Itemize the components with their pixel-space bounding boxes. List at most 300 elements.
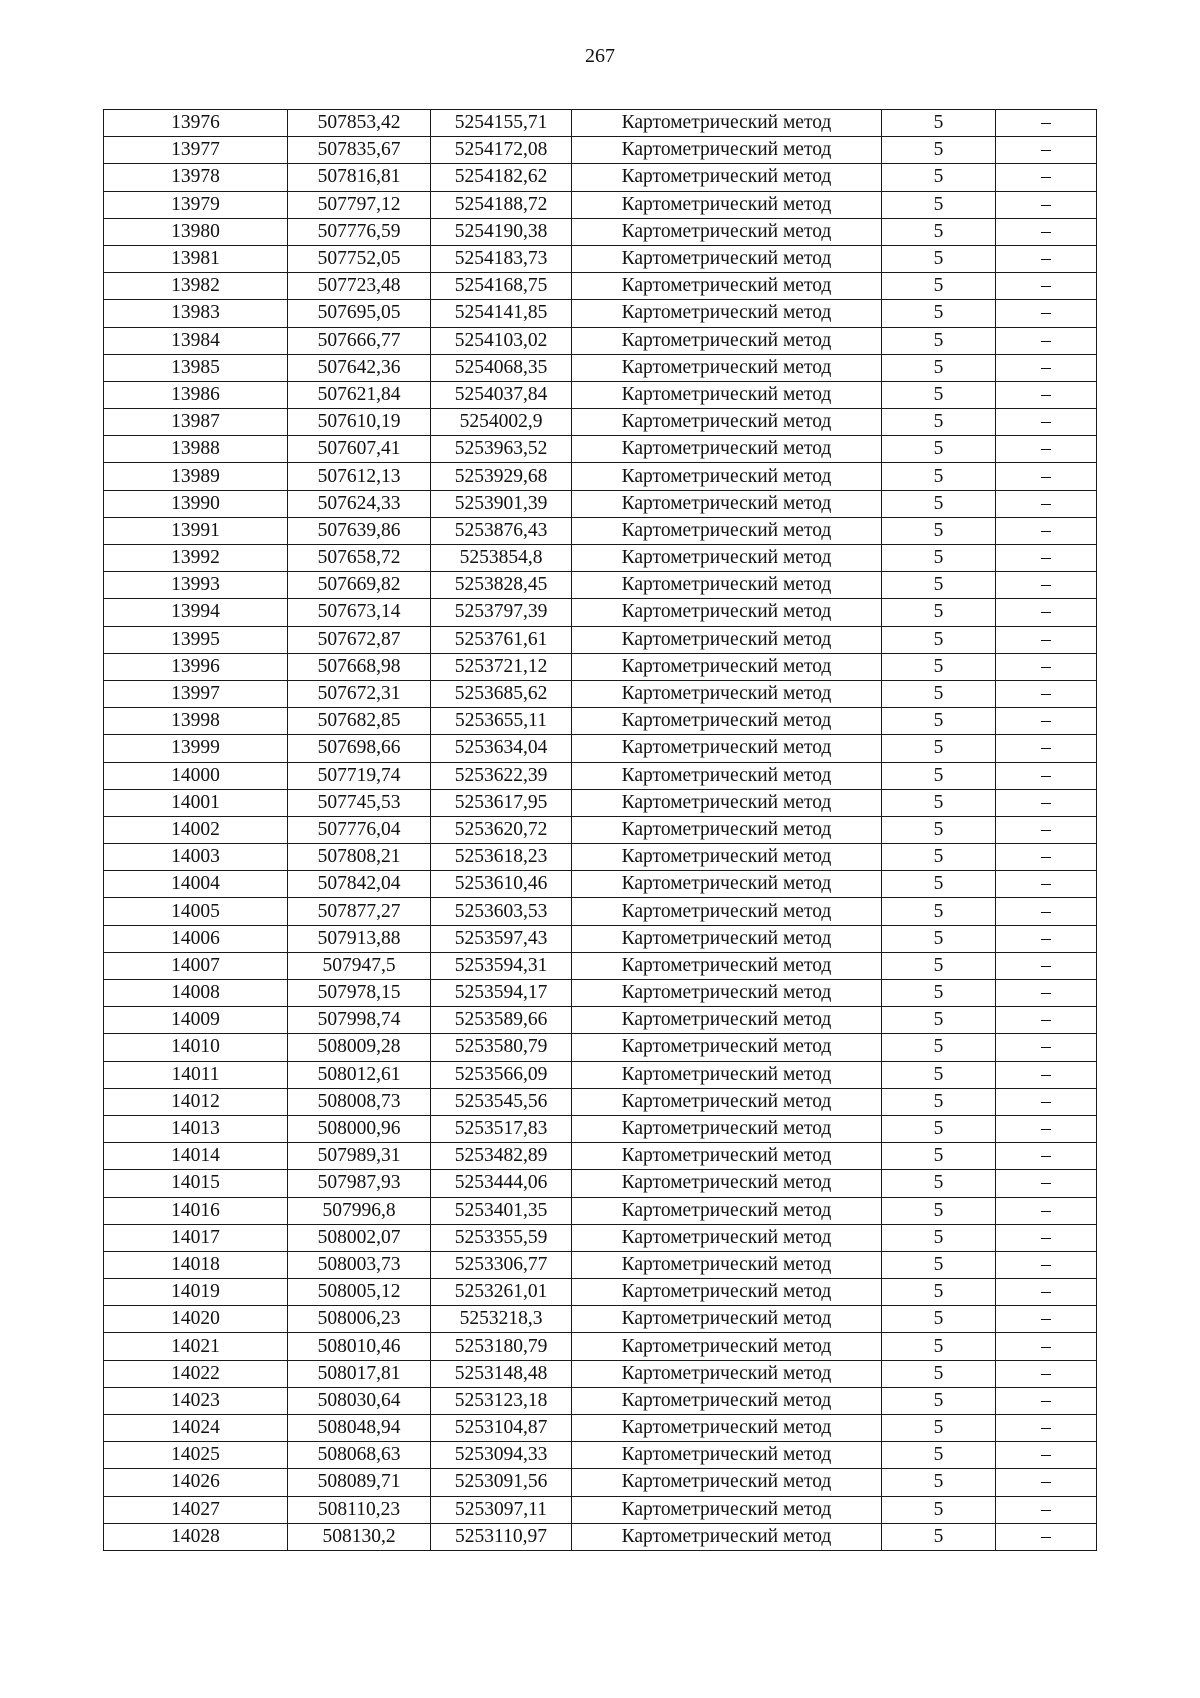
description-cell: – bbox=[996, 354, 1097, 381]
table-row bbox=[104, 1279, 1097, 1306]
method-cell: Картометрический метод bbox=[572, 1170, 882, 1197]
x-coordinate-cell: 507816,81 bbox=[288, 164, 431, 191]
accuracy-cell: 5 bbox=[882, 110, 996, 137]
point-number-cell: 14000 bbox=[104, 762, 288, 789]
accuracy-cell: 5 bbox=[882, 1088, 996, 1115]
accuracy-cell: 5 bbox=[882, 626, 996, 653]
accuracy-cell: 5 bbox=[882, 218, 996, 245]
accuracy-cell: 5 bbox=[882, 1007, 996, 1034]
accuracy-cell: 5 bbox=[882, 191, 996, 218]
table-row bbox=[104, 1143, 1097, 1170]
method-cell: Картометрический метод bbox=[572, 1061, 882, 1088]
description-cell: – bbox=[996, 708, 1097, 735]
y-coordinate-cell: 5253566,09 bbox=[431, 1061, 572, 1088]
y-coordinate-cell: 5254190,38 bbox=[431, 218, 572, 245]
description-cell: – bbox=[996, 218, 1097, 245]
accuracy-cell: 5 bbox=[882, 1360, 996, 1387]
point-number-cell: 14027 bbox=[104, 1496, 288, 1523]
description-cell: – bbox=[996, 1143, 1097, 1170]
description-cell: – bbox=[996, 952, 1097, 979]
y-coordinate-cell: 5253110,97 bbox=[431, 1523, 572, 1550]
point-number-cell: 13994 bbox=[104, 599, 288, 626]
table-row bbox=[104, 137, 1097, 164]
description-cell: – bbox=[996, 1170, 1097, 1197]
method-cell: Картометрический метод bbox=[572, 871, 882, 898]
y-coordinate-cell: 5253306,77 bbox=[431, 1251, 572, 1278]
y-coordinate-cell: 5254172,08 bbox=[431, 137, 572, 164]
accuracy-cell: 5 bbox=[882, 463, 996, 490]
method-cell: Картометрический метод bbox=[572, 653, 882, 680]
x-coordinate-cell: 507672,87 bbox=[288, 626, 431, 653]
table-row bbox=[104, 164, 1097, 191]
description-cell: – bbox=[996, 626, 1097, 653]
method-cell: Картометрический метод bbox=[572, 545, 882, 572]
x-coordinate-cell: 507672,31 bbox=[288, 680, 431, 707]
method-cell: Картометрический метод bbox=[572, 1360, 882, 1387]
x-coordinate-cell: 507621,84 bbox=[288, 381, 431, 408]
x-coordinate-cell: 507842,04 bbox=[288, 871, 431, 898]
x-coordinate-cell: 507913,88 bbox=[288, 925, 431, 952]
y-coordinate-cell: 5253797,39 bbox=[431, 599, 572, 626]
table-row bbox=[104, 409, 1097, 436]
x-coordinate-cell: 508010,46 bbox=[288, 1333, 431, 1360]
y-coordinate-cell: 5253761,61 bbox=[431, 626, 572, 653]
point-number-cell: 13986 bbox=[104, 381, 288, 408]
description-cell: – bbox=[996, 1115, 1097, 1142]
coordinates-table-body bbox=[104, 110, 1097, 1551]
point-number-cell: 14022 bbox=[104, 1360, 288, 1387]
point-number-cell: 13995 bbox=[104, 626, 288, 653]
table-row bbox=[104, 1034, 1097, 1061]
description-cell: – bbox=[996, 653, 1097, 680]
x-coordinate-cell: 508017,81 bbox=[288, 1360, 431, 1387]
point-number-cell: 13996 bbox=[104, 653, 288, 680]
y-coordinate-cell: 5254103,02 bbox=[431, 327, 572, 354]
y-coordinate-cell: 5253594,31 bbox=[431, 952, 572, 979]
accuracy-cell: 5 bbox=[882, 1251, 996, 1278]
accuracy-cell: 5 bbox=[882, 245, 996, 272]
point-number-cell: 14012 bbox=[104, 1088, 288, 1115]
y-coordinate-cell: 5253091,56 bbox=[431, 1469, 572, 1496]
point-number-cell: 14017 bbox=[104, 1224, 288, 1251]
description-cell: – bbox=[996, 164, 1097, 191]
point-number-cell: 13982 bbox=[104, 273, 288, 300]
point-number-cell: 14002 bbox=[104, 816, 288, 843]
point-number-cell: 14021 bbox=[104, 1333, 288, 1360]
page-number: 267 bbox=[585, 45, 615, 67]
description-cell: – bbox=[996, 436, 1097, 463]
description-cell: – bbox=[996, 762, 1097, 789]
accuracy-cell: 5 bbox=[882, 273, 996, 300]
y-coordinate-cell: 5254141,85 bbox=[431, 300, 572, 327]
accuracy-cell: 5 bbox=[882, 1279, 996, 1306]
point-number-cell: 14018 bbox=[104, 1251, 288, 1278]
accuracy-cell: 5 bbox=[882, 1170, 996, 1197]
method-cell: Картометрический метод bbox=[572, 708, 882, 735]
description-cell: – bbox=[996, 816, 1097, 843]
description-cell: – bbox=[996, 1197, 1097, 1224]
table-row bbox=[104, 816, 1097, 843]
description-cell: – bbox=[996, 300, 1097, 327]
x-coordinate-cell: 507607,41 bbox=[288, 436, 431, 463]
accuracy-cell: 5 bbox=[882, 137, 996, 164]
point-number-cell: 14016 bbox=[104, 1197, 288, 1224]
description-cell: – bbox=[996, 599, 1097, 626]
description-cell: – bbox=[996, 1007, 1097, 1034]
accuracy-cell: 5 bbox=[882, 1387, 996, 1414]
y-coordinate-cell: 5253261,01 bbox=[431, 1279, 572, 1306]
method-cell: Картометрический метод bbox=[572, 1523, 882, 1550]
y-coordinate-cell: 5253589,66 bbox=[431, 1007, 572, 1034]
point-number-cell: 14003 bbox=[104, 844, 288, 871]
table-row bbox=[104, 1469, 1097, 1496]
x-coordinate-cell: 508089,71 bbox=[288, 1469, 431, 1496]
y-coordinate-cell: 5253618,23 bbox=[431, 844, 572, 871]
table-row bbox=[104, 1007, 1097, 1034]
point-number-cell: 14007 bbox=[104, 952, 288, 979]
description-cell: – bbox=[996, 1034, 1097, 1061]
description-cell: – bbox=[996, 545, 1097, 572]
y-coordinate-cell: 5254068,35 bbox=[431, 354, 572, 381]
method-cell: Картометрический метод bbox=[572, 164, 882, 191]
accuracy-cell: 5 bbox=[882, 327, 996, 354]
point-number-cell: 13978 bbox=[104, 164, 288, 191]
table-row bbox=[104, 1088, 1097, 1115]
description-cell: – bbox=[996, 789, 1097, 816]
method-cell: Картометрический метод bbox=[572, 218, 882, 245]
point-number-cell: 14026 bbox=[104, 1469, 288, 1496]
accuracy-cell: 5 bbox=[882, 599, 996, 626]
point-number-cell: 13983 bbox=[104, 300, 288, 327]
point-number-cell: 14004 bbox=[104, 871, 288, 898]
x-coordinate-cell: 508068,63 bbox=[288, 1442, 431, 1469]
y-coordinate-cell: 5253104,87 bbox=[431, 1415, 572, 1442]
table-row bbox=[104, 1523, 1097, 1550]
method-cell: Картометрический метод bbox=[572, 898, 882, 925]
description-cell: – bbox=[996, 1306, 1097, 1333]
table-row bbox=[104, 1115, 1097, 1142]
table-row bbox=[104, 327, 1097, 354]
y-coordinate-cell: 5253401,35 bbox=[431, 1197, 572, 1224]
y-coordinate-cell: 5254037,84 bbox=[431, 381, 572, 408]
y-coordinate-cell: 5253828,45 bbox=[431, 572, 572, 599]
point-number-cell: 13989 bbox=[104, 463, 288, 490]
accuracy-cell: 5 bbox=[882, 164, 996, 191]
method-cell: Картометрический метод bbox=[572, 789, 882, 816]
table-row bbox=[104, 463, 1097, 490]
table-row bbox=[104, 680, 1097, 707]
x-coordinate-cell: 508030,64 bbox=[288, 1387, 431, 1414]
accuracy-cell: 5 bbox=[882, 980, 996, 1007]
description-cell: – bbox=[996, 1333, 1097, 1360]
description-cell: – bbox=[996, 1415, 1097, 1442]
y-coordinate-cell: 5253580,79 bbox=[431, 1034, 572, 1061]
table-row bbox=[104, 1360, 1097, 1387]
table-row bbox=[104, 1496, 1097, 1523]
y-coordinate-cell: 5253929,68 bbox=[431, 463, 572, 490]
table-row bbox=[104, 1251, 1097, 1278]
table-row bbox=[104, 980, 1097, 1007]
point-number-cell: 14020 bbox=[104, 1306, 288, 1333]
point-number-cell: 14005 bbox=[104, 898, 288, 925]
x-coordinate-cell: 507853,42 bbox=[288, 110, 431, 137]
y-coordinate-cell: 5253634,04 bbox=[431, 735, 572, 762]
description-cell: – bbox=[996, 191, 1097, 218]
table-row bbox=[104, 1442, 1097, 1469]
x-coordinate-cell: 507610,19 bbox=[288, 409, 431, 436]
accuracy-cell: 5 bbox=[882, 1306, 996, 1333]
method-cell: Картометрический метод bbox=[572, 273, 882, 300]
point-number-cell: 14028 bbox=[104, 1523, 288, 1550]
method-cell: Картометрический метод bbox=[572, 572, 882, 599]
accuracy-cell: 5 bbox=[882, 1415, 996, 1442]
description-cell: – bbox=[996, 980, 1097, 1007]
accuracy-cell: 5 bbox=[882, 409, 996, 436]
point-number-cell: 13992 bbox=[104, 545, 288, 572]
y-coordinate-cell: 5253620,72 bbox=[431, 816, 572, 843]
x-coordinate-cell: 508003,73 bbox=[288, 1251, 431, 1278]
x-coordinate-cell: 508012,61 bbox=[288, 1061, 431, 1088]
method-cell: Картометрический метод bbox=[572, 300, 882, 327]
description-cell: – bbox=[996, 1523, 1097, 1550]
x-coordinate-cell: 508009,28 bbox=[288, 1034, 431, 1061]
accuracy-cell: 5 bbox=[882, 952, 996, 979]
accuracy-cell: 5 bbox=[882, 1034, 996, 1061]
y-coordinate-cell: 5253610,46 bbox=[431, 871, 572, 898]
description-cell: – bbox=[996, 925, 1097, 952]
description-cell: – bbox=[996, 1360, 1097, 1387]
method-cell: Картометрический метод bbox=[572, 844, 882, 871]
table-row bbox=[104, 844, 1097, 871]
x-coordinate-cell: 507989,31 bbox=[288, 1143, 431, 1170]
y-coordinate-cell: 5253444,06 bbox=[431, 1170, 572, 1197]
method-cell: Картометрический метод bbox=[572, 110, 882, 137]
x-coordinate-cell: 508110,23 bbox=[288, 1496, 431, 1523]
method-cell: Картометрический метод bbox=[572, 436, 882, 463]
description-cell: – bbox=[996, 110, 1097, 137]
method-cell: Картометрический метод bbox=[572, 354, 882, 381]
method-cell: Картометрический метод bbox=[572, 1007, 882, 1034]
accuracy-cell: 5 bbox=[882, 1224, 996, 1251]
table-row bbox=[104, 490, 1097, 517]
y-coordinate-cell: 5253721,12 bbox=[431, 653, 572, 680]
accuracy-cell: 5 bbox=[882, 1061, 996, 1088]
method-cell: Картометрический метод bbox=[572, 1469, 882, 1496]
accuracy-cell: 5 bbox=[882, 1442, 996, 1469]
point-number-cell: 14014 bbox=[104, 1143, 288, 1170]
method-cell: Картометрический метод bbox=[572, 1306, 882, 1333]
method-cell: Картометрический метод bbox=[572, 925, 882, 952]
table-row bbox=[104, 300, 1097, 327]
method-cell: Картометрический метод bbox=[572, 463, 882, 490]
method-cell: Картометрический метод bbox=[572, 735, 882, 762]
y-coordinate-cell: 5253094,33 bbox=[431, 1442, 572, 1469]
y-coordinate-cell: 5253123,18 bbox=[431, 1387, 572, 1414]
method-cell: Картометрический метод bbox=[572, 599, 882, 626]
x-coordinate-cell: 507987,93 bbox=[288, 1170, 431, 1197]
y-coordinate-cell: 5253876,43 bbox=[431, 517, 572, 544]
description-cell: – bbox=[996, 572, 1097, 599]
x-coordinate-cell: 508048,94 bbox=[288, 1415, 431, 1442]
point-number-cell: 13991 bbox=[104, 517, 288, 544]
y-coordinate-cell: 5253545,56 bbox=[431, 1088, 572, 1115]
table-row bbox=[104, 599, 1097, 626]
accuracy-cell: 5 bbox=[882, 381, 996, 408]
table-row bbox=[104, 110, 1097, 137]
table-row bbox=[104, 653, 1097, 680]
table-row bbox=[104, 952, 1097, 979]
table-row bbox=[104, 572, 1097, 599]
x-coordinate-cell: 507719,74 bbox=[288, 762, 431, 789]
y-coordinate-cell: 5253603,53 bbox=[431, 898, 572, 925]
x-coordinate-cell: 507668,98 bbox=[288, 653, 431, 680]
table-row bbox=[104, 545, 1097, 572]
x-coordinate-cell: 507695,05 bbox=[288, 300, 431, 327]
x-coordinate-cell: 507752,05 bbox=[288, 245, 431, 272]
point-number-cell: 13997 bbox=[104, 680, 288, 707]
table-row bbox=[104, 871, 1097, 898]
description-cell: – bbox=[996, 137, 1097, 164]
y-coordinate-cell: 5253218,3 bbox=[431, 1306, 572, 1333]
point-number-cell: 13984 bbox=[104, 327, 288, 354]
x-coordinate-cell: 507624,33 bbox=[288, 490, 431, 517]
accuracy-cell: 5 bbox=[882, 1115, 996, 1142]
y-coordinate-cell: 5253901,39 bbox=[431, 490, 572, 517]
table-row bbox=[104, 381, 1097, 408]
y-coordinate-cell: 5253963,52 bbox=[431, 436, 572, 463]
y-coordinate-cell: 5254168,75 bbox=[431, 273, 572, 300]
y-coordinate-cell: 5253097,11 bbox=[431, 1496, 572, 1523]
point-number-cell: 14006 bbox=[104, 925, 288, 952]
y-coordinate-cell: 5253482,89 bbox=[431, 1143, 572, 1170]
method-cell: Картометрический метод bbox=[572, 1387, 882, 1414]
point-number-cell: 14015 bbox=[104, 1170, 288, 1197]
description-cell: – bbox=[996, 844, 1097, 871]
point-number-cell: 13979 bbox=[104, 191, 288, 218]
table-row bbox=[104, 1224, 1097, 1251]
description-cell: – bbox=[996, 1442, 1097, 1469]
accuracy-cell: 5 bbox=[882, 545, 996, 572]
table-row bbox=[104, 1387, 1097, 1414]
description-cell: – bbox=[996, 245, 1097, 272]
accuracy-cell: 5 bbox=[882, 762, 996, 789]
method-cell: Картометрический метод bbox=[572, 1197, 882, 1224]
point-number-cell: 14001 bbox=[104, 789, 288, 816]
x-coordinate-cell: 507698,66 bbox=[288, 735, 431, 762]
description-cell: – bbox=[996, 273, 1097, 300]
y-coordinate-cell: 5253597,43 bbox=[431, 925, 572, 952]
point-number-cell: 13988 bbox=[104, 436, 288, 463]
method-cell: Картометрический метод bbox=[572, 490, 882, 517]
point-number-cell: 14019 bbox=[104, 1279, 288, 1306]
accuracy-cell: 5 bbox=[882, 1523, 996, 1550]
table-row bbox=[104, 1306, 1097, 1333]
point-number-cell: 14009 bbox=[104, 1007, 288, 1034]
table-row bbox=[104, 626, 1097, 653]
point-number-cell: 13985 bbox=[104, 354, 288, 381]
x-coordinate-cell: 507998,74 bbox=[288, 1007, 431, 1034]
x-coordinate-cell: 507669,82 bbox=[288, 572, 431, 599]
table-row bbox=[104, 898, 1097, 925]
method-cell: Картометрический метод bbox=[572, 137, 882, 164]
x-coordinate-cell: 507835,67 bbox=[288, 137, 431, 164]
x-coordinate-cell: 507658,72 bbox=[288, 545, 431, 572]
x-coordinate-cell: 507642,36 bbox=[288, 354, 431, 381]
x-coordinate-cell: 507978,15 bbox=[288, 980, 431, 1007]
description-cell: – bbox=[996, 1088, 1097, 1115]
description-cell: – bbox=[996, 898, 1097, 925]
description-cell: – bbox=[996, 1224, 1097, 1251]
method-cell: Картометрический метод bbox=[572, 1224, 882, 1251]
accuracy-cell: 5 bbox=[882, 490, 996, 517]
method-cell: Картометрический метод bbox=[572, 680, 882, 707]
accuracy-cell: 5 bbox=[882, 708, 996, 735]
accuracy-cell: 5 bbox=[882, 925, 996, 952]
description-cell: – bbox=[996, 463, 1097, 490]
y-coordinate-cell: 5254182,62 bbox=[431, 164, 572, 191]
method-cell: Картометрический метод bbox=[572, 762, 882, 789]
method-cell: Картометрический метод bbox=[572, 191, 882, 218]
table-row bbox=[104, 1415, 1097, 1442]
description-cell: – bbox=[996, 1279, 1097, 1306]
coordinates-table bbox=[103, 109, 1097, 1551]
point-number-cell: 14024 bbox=[104, 1415, 288, 1442]
y-coordinate-cell: 5253594,17 bbox=[431, 980, 572, 1007]
method-cell: Картометрический метод bbox=[572, 381, 882, 408]
x-coordinate-cell: 507612,13 bbox=[288, 463, 431, 490]
point-number-cell: 14008 bbox=[104, 980, 288, 1007]
y-coordinate-cell: 5253617,95 bbox=[431, 789, 572, 816]
accuracy-cell: 5 bbox=[882, 517, 996, 544]
method-cell: Картометрический метод bbox=[572, 1143, 882, 1170]
accuracy-cell: 5 bbox=[882, 354, 996, 381]
point-number-cell: 13990 bbox=[104, 490, 288, 517]
x-coordinate-cell: 507996,8 bbox=[288, 1197, 431, 1224]
x-coordinate-cell: 507877,27 bbox=[288, 898, 431, 925]
method-cell: Картометрический метод bbox=[572, 626, 882, 653]
table-row bbox=[104, 1333, 1097, 1360]
accuracy-cell: 5 bbox=[882, 572, 996, 599]
description-cell: – bbox=[996, 517, 1097, 544]
method-cell: Картометрический метод bbox=[572, 1115, 882, 1142]
method-cell: Картометрический метод bbox=[572, 517, 882, 544]
method-cell: Картометрический метод bbox=[572, 1442, 882, 1469]
accuracy-cell: 5 bbox=[882, 816, 996, 843]
point-number-cell: 13987 bbox=[104, 409, 288, 436]
table-row bbox=[104, 354, 1097, 381]
description-cell: – bbox=[996, 327, 1097, 354]
x-coordinate-cell: 507639,86 bbox=[288, 517, 431, 544]
accuracy-cell: 5 bbox=[882, 436, 996, 463]
y-coordinate-cell: 5253180,79 bbox=[431, 1333, 572, 1360]
description-cell: – bbox=[996, 409, 1097, 436]
x-coordinate-cell: 507776,04 bbox=[288, 816, 431, 843]
method-cell: Картометрический метод bbox=[572, 1251, 882, 1278]
point-number-cell: 14010 bbox=[104, 1034, 288, 1061]
x-coordinate-cell: 507666,77 bbox=[288, 327, 431, 354]
y-coordinate-cell: 5253685,62 bbox=[431, 680, 572, 707]
table-row bbox=[104, 1197, 1097, 1224]
x-coordinate-cell: 508130,2 bbox=[288, 1523, 431, 1550]
table-row bbox=[104, 1170, 1097, 1197]
method-cell: Картометрический метод bbox=[572, 980, 882, 1007]
x-coordinate-cell: 507745,53 bbox=[288, 789, 431, 816]
accuracy-cell: 5 bbox=[882, 789, 996, 816]
x-coordinate-cell: 508000,96 bbox=[288, 1115, 431, 1142]
accuracy-cell: 5 bbox=[882, 680, 996, 707]
y-coordinate-cell: 5254002,9 bbox=[431, 409, 572, 436]
method-cell: Картометрический метод bbox=[572, 1333, 882, 1360]
